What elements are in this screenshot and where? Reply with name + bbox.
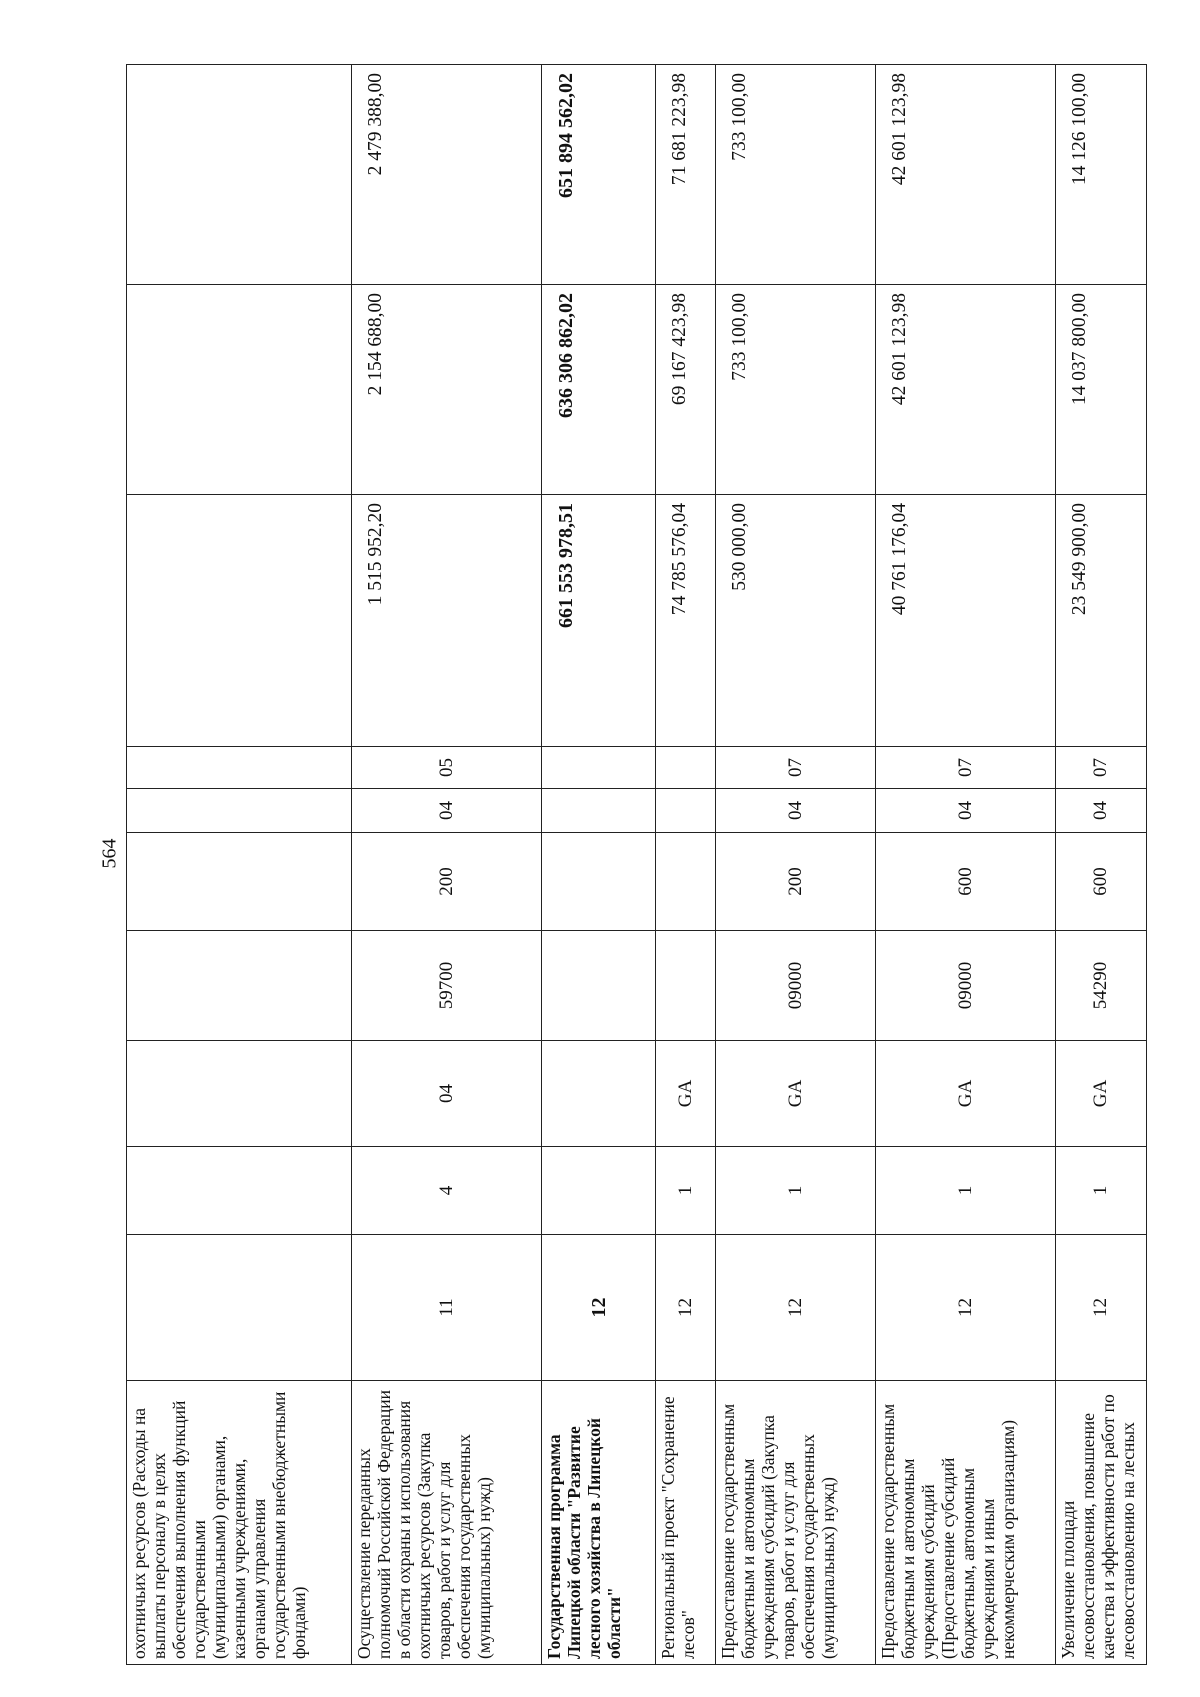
code-column-6 [127,789,352,833]
code-column-1: 11 [352,1235,542,1381]
code-column-4 [542,931,656,1041]
code-column-3: GA [716,1041,876,1147]
row-description: Предоставление государственным бюджетным и автономным учреждениям субсидий (Предоставление субсидий бюджетным, автономным учреждениям и иным некоммерческим организациям) [876,1381,1056,1665]
amount-column-1 [127,495,352,747]
row-description: охотничьих ресурсов (Расходы на выплаты персоналу в целях обеспечения выполнения функций государственными (муниципальными) органами, казенными учреждениями, органами управления государственными внебюджетными фондами) [127,1381,352,1665]
amount-column-3: 651 894 562,02 [542,65,656,285]
code-column-4 [656,931,716,1041]
table-row [716,65,876,1665]
code-column-5 [542,833,656,931]
amount-column-3: 2 479 388,00 [352,65,542,285]
amount-column-1: 74 785 576,04 [656,495,716,747]
code-column-4: 59700 [352,931,542,1041]
code-column-7: 07 [876,747,1056,789]
code-column-7 [656,747,716,789]
code-column-4: 09000 [716,931,876,1041]
amount-column-2: 14 037 800,00 [1056,285,1147,495]
amount-column-2 [127,285,352,495]
code-column-2: 1 [716,1147,876,1235]
code-column-6: 04 [1056,789,1147,833]
page-number: 564 [98,838,121,869]
row-description: Региональный проект "Сохранение лесов" [656,1381,716,1665]
code-column-1: 12 [876,1235,1056,1381]
amount-column-2: 42 601 123,98 [876,285,1056,495]
code-column-5: 600 [876,833,1056,931]
amount-column-2: 733 100,00 [716,285,876,495]
code-column-6: 04 [352,789,542,833]
amount-column-2: 2 154 688,00 [352,285,542,495]
code-column-7: 05 [352,747,542,789]
amount-column-3: 733 100,00 [716,65,876,285]
code-column-3: GA [656,1041,716,1147]
code-column-3 [127,1041,352,1147]
code-column-3: 04 [352,1041,542,1147]
code-column-2: 4 [352,1147,542,1235]
table-row [542,65,656,1665]
code-column-6: 04 [876,789,1056,833]
code-column-1: 12 [716,1235,876,1381]
code-column-5: 200 [352,833,542,931]
row-description: Предоставление государственным бюджетным и автономным учреждениям субсидий (Закупка товаров, работ и услуг для обеспечения государственных (муниципальных) нужд) [716,1381,876,1665]
amount-column-3: 14 126 100,00 [1056,65,1147,285]
code-column-5: 200 [716,833,876,931]
table-row [656,65,716,1665]
code-column-1: 12 [1056,1235,1147,1381]
code-column-3: GA [1056,1041,1147,1147]
code-column-4 [127,931,352,1041]
code-column-7 [127,747,352,789]
code-column-4: 54290 [1056,931,1147,1041]
code-column-6 [656,789,716,833]
amount-column-1: 661 553 978,51 [542,495,656,747]
code-column-7: 07 [716,747,876,789]
code-column-1 [127,1235,352,1381]
code-column-2 [542,1147,656,1235]
code-column-2: 1 [876,1147,1056,1235]
table-row [352,65,542,1665]
code-column-5 [656,833,716,931]
table-row [127,65,352,1665]
code-column-1: 12 [542,1235,656,1381]
code-column-1: 12 [656,1235,716,1381]
table-row [876,65,1056,1665]
amount-column-3 [127,65,352,285]
code-column-4: 09000 [876,931,1056,1041]
amount-column-2: 636 306 862,02 [542,285,656,495]
code-column-7 [542,747,656,789]
amount-column-3: 42 601 123,98 [876,65,1056,285]
amount-column-1: 530 000,00 [716,495,876,747]
row-description: Осуществление переданных полномочий Российской Федерации в области охраны и использования охотничьих ресурсов (Закупка товаров, работ и услуг для обеспечения государственных (муниципальных) нужд) [352,1381,542,1665]
code-column-5 [127,833,352,931]
row-description: Увеличение площади лесовосстановления, повышение качества и эффективности работ по лесовосстановлению на лесных [1056,1381,1147,1665]
budget-table [126,64,1147,1665]
table-row [1056,65,1147,1665]
code-column-5: 600 [1056,833,1147,931]
code-column-2 [127,1147,352,1235]
amount-column-1: 1 515 952,20 [352,495,542,747]
amount-column-1: 40 761 176,04 [876,495,1056,747]
code-column-6: 04 [716,789,876,833]
code-column-7: 07 [1056,747,1147,789]
rotated-table-container [126,65,1146,1665]
code-column-2: 1 [656,1147,716,1235]
code-column-3 [542,1041,656,1147]
amount-column-1: 23 549 900,00 [1056,495,1147,747]
amount-column-2: 69 167 423,98 [656,285,716,495]
code-column-2: 1 [1056,1147,1147,1235]
code-column-6 [542,789,656,833]
row-description: Государственная программа Липецкой области "Развитие лесного хозяйства в Липецкой области" [542,1381,656,1665]
code-column-3: GA [876,1041,1056,1147]
amount-column-3: 71 681 223,98 [656,65,716,285]
